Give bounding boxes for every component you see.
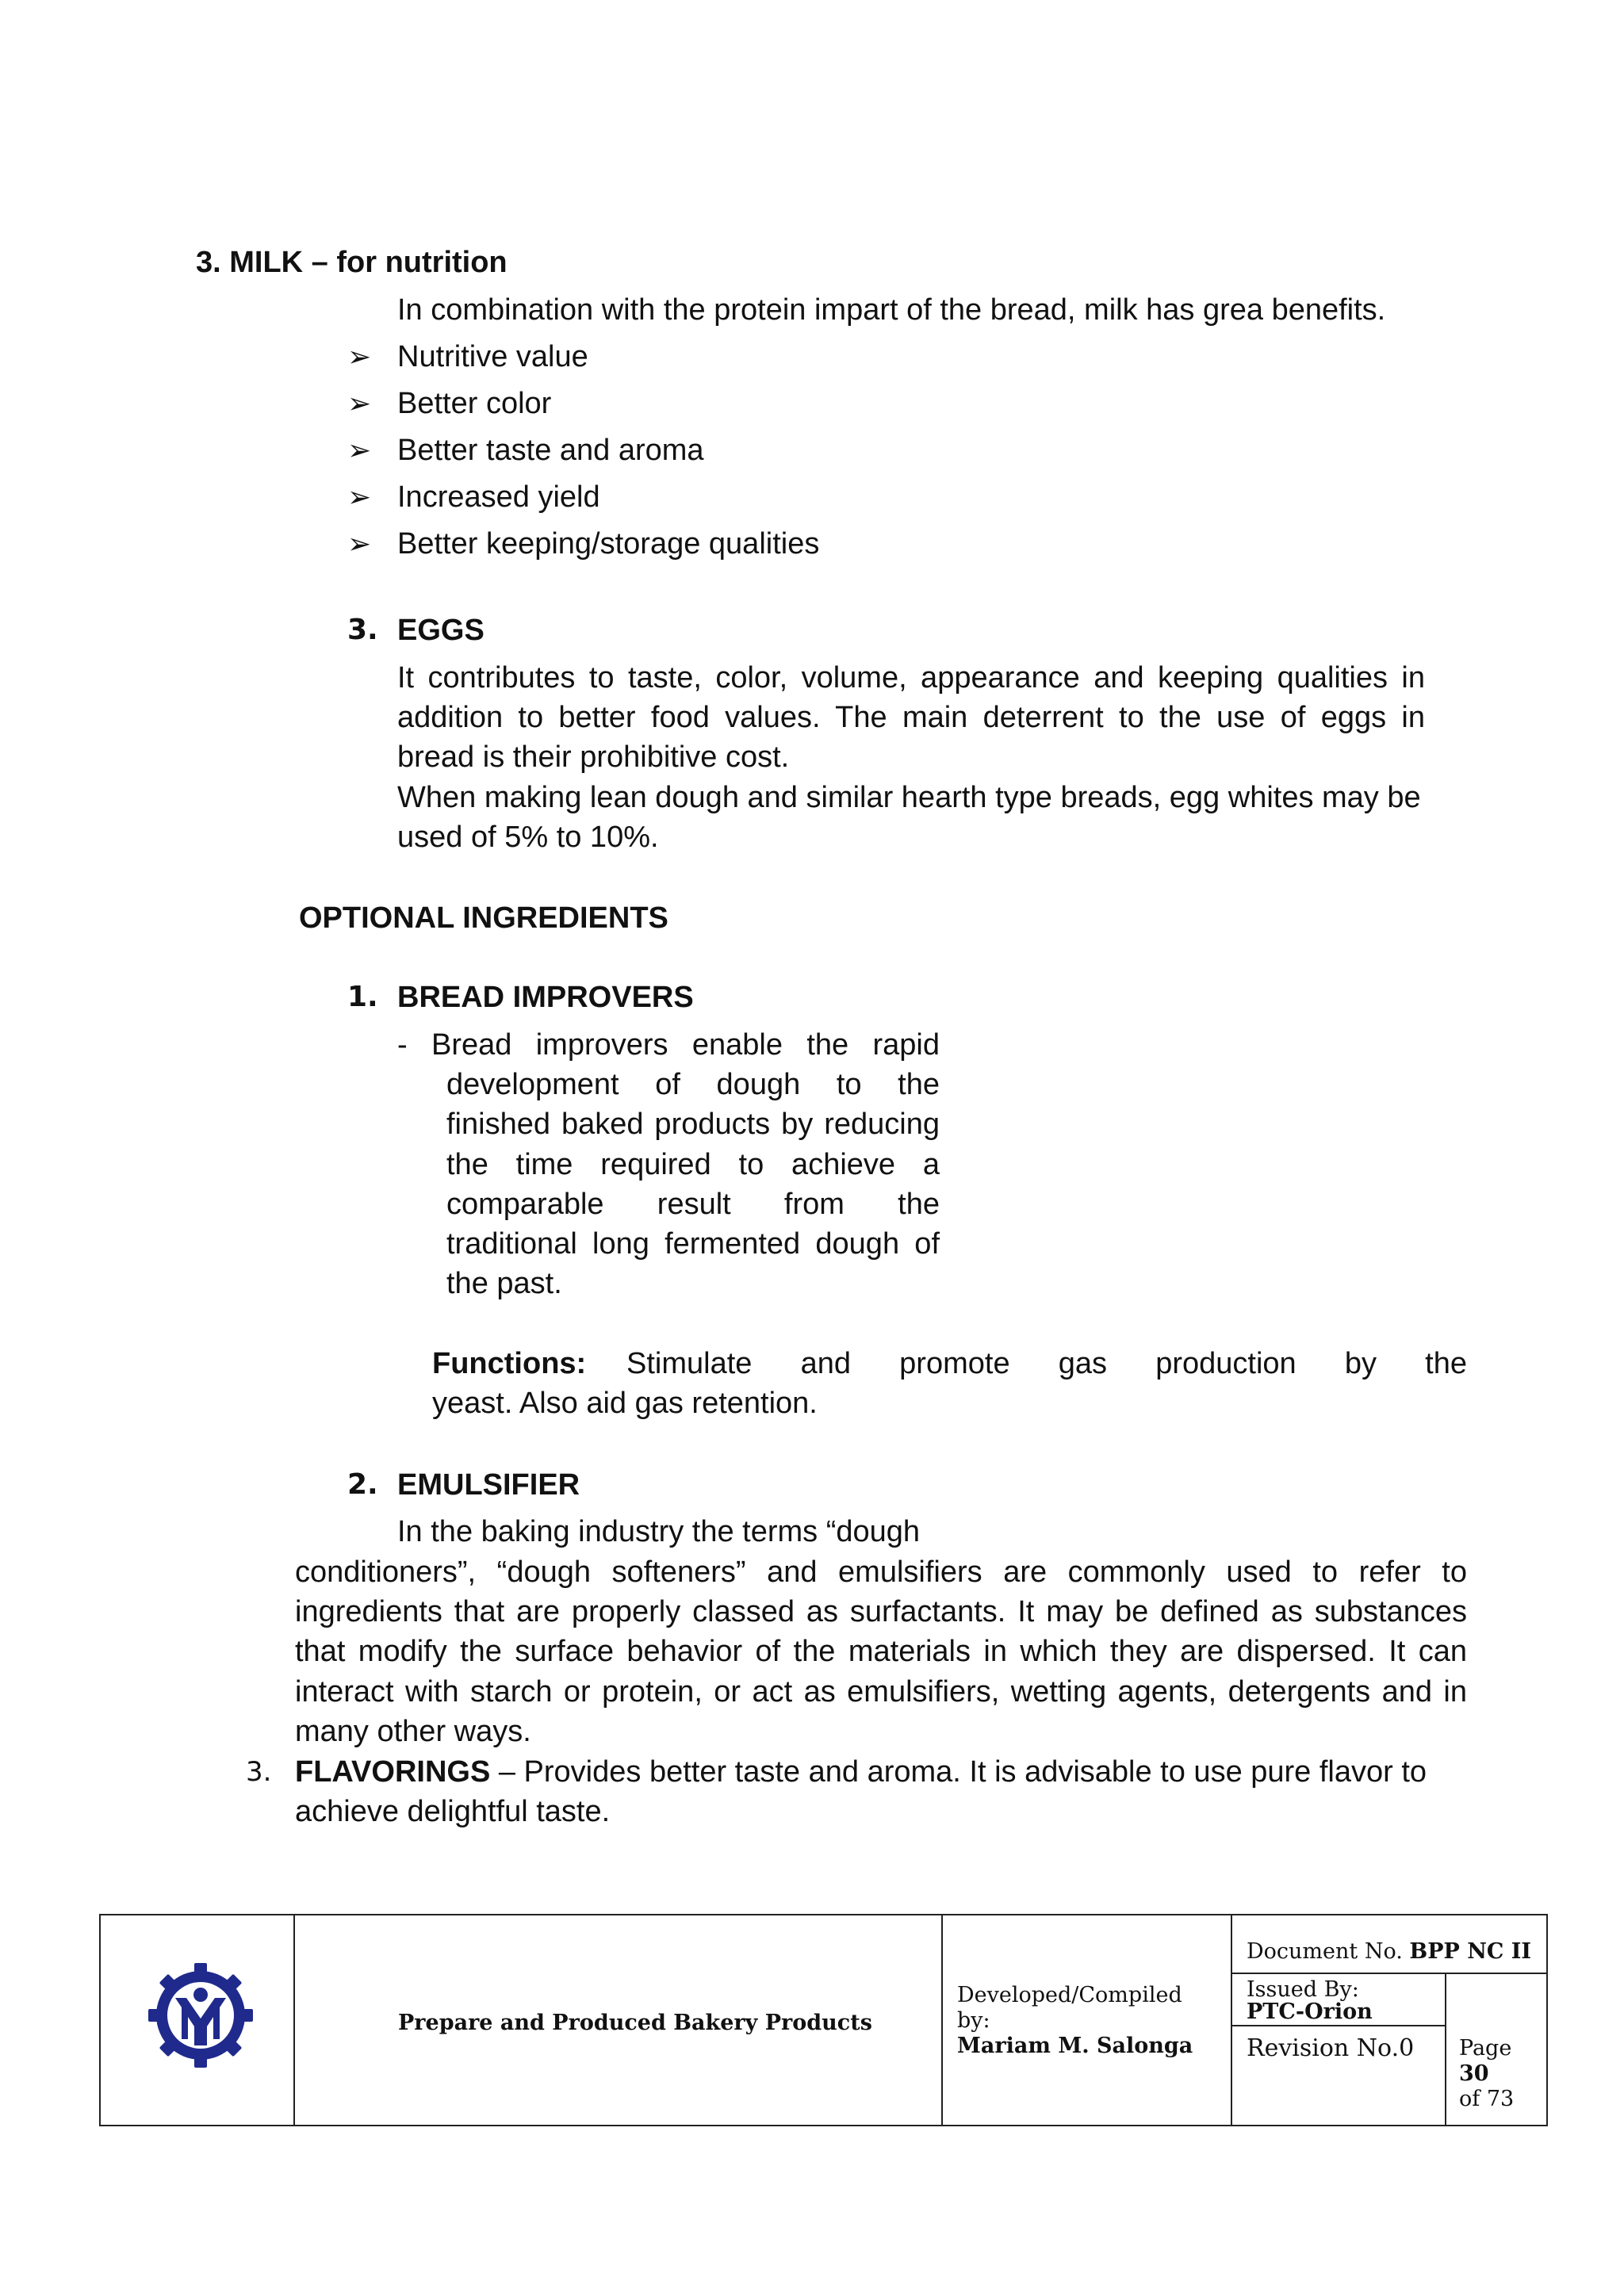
milk-heading: 3. MILK – for nutrition: [196, 246, 508, 279]
footer-issued-by: PTC-Orion: [1247, 1999, 1373, 2024]
emulsifier-text-line: In the baking industry the terms “dough: [397, 1515, 921, 1548]
bullet-arrow-icon: ➢: [347, 527, 372, 560]
emulsifier-text-line: many other ways.: [295, 1715, 531, 1748]
flavorings-number: 3.: [246, 1756, 272, 1788]
footer-author: Mariam M. Salonga: [957, 2034, 1193, 2058]
emulsifier-heading: EMULSIFIER: [397, 1468, 580, 1502]
improvers-desc-line: comparable result from the: [446, 1188, 940, 1221]
improvers-desc-line: - Bread improvers enable the rapid: [397, 1028, 940, 1062]
footer-page-number: 30: [1459, 2061, 1489, 2086]
bullet-arrow-icon: ➢: [347, 480, 372, 513]
flavorings-text: – Provides better taste and aroma. It is advisable to use pure flavor to: [490, 1755, 1427, 1789]
improvers-desc-line: finished baked products by reducing: [446, 1108, 940, 1141]
eggs-text-line: It contributes to taste, color, volume, appearance and keeping qualities in: [397, 661, 1425, 695]
bullet-arrow-icon: ➢: [347, 434, 372, 466]
bullet-arrow-icon: ➢: [347, 387, 372, 419]
doc-label: Document No.: [1247, 1939, 1410, 1964]
milk-benefit: Better keeping/storage qualities: [397, 527, 820, 561]
eggs-number: 3.: [347, 614, 378, 646]
tesda-gear-logo-icon: [148, 1963, 253, 2068]
flavorings-line: [295, 1752, 1427, 1792]
footer-issued-label: Issued By:: [1247, 1977, 1359, 2002]
bullet-arrow-icon: ➢: [347, 340, 372, 373]
improvers-number: 1.: [347, 981, 378, 1013]
eggs-heading: EGGS: [397, 614, 485, 647]
milk-intro: In combination with the protein impart of the bread, milk has grea benefits.: [397, 293, 1386, 327]
functions-text: Stimulate and promote gas production by the: [626, 1347, 1467, 1380]
improvers-desc-line: development of dough to the: [446, 1068, 940, 1101]
footer-developed-label: Developed/Compiled: [957, 1983, 1182, 2007]
footer-page-of: of 73: [1459, 2087, 1515, 2111]
flavorings-text-line: achieve delightful taste.: [295, 1795, 611, 1828]
milk-benefit: Increased yield: [397, 480, 600, 514]
footer-page-label: Page: [1459, 2036, 1512, 2061]
improvers-heading: BREAD IMPROVERS: [397, 981, 694, 1014]
eggs-text-line: When making lean dough and similar hearth type breads, egg whites may be: [397, 781, 1421, 814]
improvers-desc-line: the past.: [446, 1267, 562, 1300]
footer-developed-by: by:: [957, 2008, 990, 2033]
emulsifier-text-line: that modify the surface behavior of the materials in which they are dispersed. It can: [295, 1635, 1467, 1668]
footer-title: Prepare and Produced Bakery Products: [398, 2011, 872, 2035]
emulsifier-text-line: interact with starch or protein, or act as emulsifiers, wetting agents, detergents and in: [295, 1675, 1467, 1709]
functions-text-cont: yeast. Also aid gas retention.: [432, 1387, 818, 1420]
improvers-desc-line: traditional long fermented dough of: [446, 1227, 940, 1261]
emulsifier-number: 2.: [347, 1468, 378, 1501]
eggs-text-line: addition to better food values. The main deterrent to the use of eggs in: [397, 701, 1425, 734]
eggs-text-line: bread is their prohibitive cost.: [397, 740, 790, 774]
milk-benefit: Better color: [397, 387, 552, 420]
optional-heading: OPTIONAL INGREDIENTS: [299, 901, 668, 935]
footer-doc-number: [1247, 1939, 1531, 1964]
document-footer: [99, 1914, 1548, 2126]
functions-label: Functions:: [432, 1347, 587, 1380]
emulsifier-text-line: conditioners”, “dough softeners” and emulsifiers are commonly used to refer to: [295, 1556, 1467, 1589]
footer-revision: Revision No.0: [1247, 2034, 1415, 2062]
eggs-text-line: used of 5% to 10%.: [397, 821, 659, 854]
emulsifier-text-line: ingredients that are properly classed as surfactants. It may be defined as substances: [295, 1595, 1467, 1628]
doc-no: BPP NC II: [1409, 1939, 1532, 1964]
flavorings-heading: FLAVORINGS: [295, 1755, 491, 1789]
milk-benefit: Nutritive value: [397, 340, 588, 373]
improvers-desc-line: the time required to achieve a: [446, 1148, 940, 1181]
milk-benefit: Better taste and aroma: [397, 434, 704, 467]
